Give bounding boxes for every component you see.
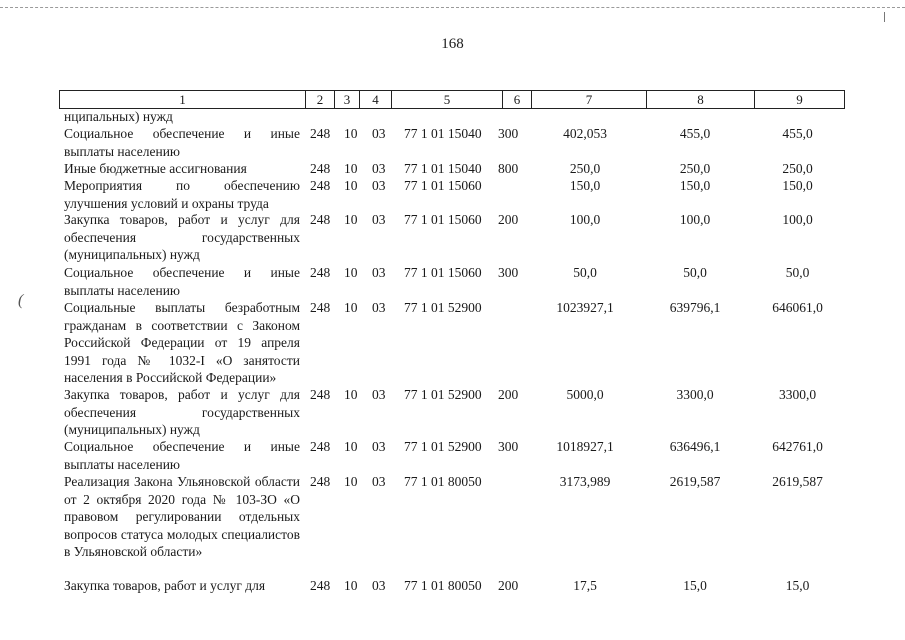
- row-c3: 10: [344, 265, 358, 280]
- row-c5: 77 1 01 80050: [404, 474, 482, 489]
- row-c5: 77 1 01 15060: [404, 265, 482, 280]
- row-c8: 100,0: [679, 212, 711, 227]
- row-c4: 03: [372, 578, 386, 593]
- row-c3: 10: [344, 474, 358, 489]
- row-c8: 250,0: [679, 161, 711, 176]
- row-name: Социальное обеспечение и иные выплаты населению: [64, 439, 300, 472]
- row-c9: 646061,0: [772, 300, 823, 315]
- header-col-4: 4: [360, 91, 392, 108]
- header-col-3: 3: [335, 91, 360, 108]
- row-c3: 10: [344, 387, 358, 402]
- row-c8: 636496,1: [669, 439, 721, 454]
- row-name: Мероприятия по обеспечению улучшения условий и охраны труда: [64, 178, 300, 211]
- row-c4: 03: [372, 212, 386, 227]
- row-c5: 77 1 01 15060: [404, 178, 482, 193]
- row-c9: 642761,0: [772, 439, 823, 454]
- row-name: Закупка товаров, работ и услуг для обеспечения государственных (муниципальных) нужд: [64, 387, 300, 438]
- row-c7: 5000,0: [566, 387, 604, 402]
- row-c7: 1018927,1: [556, 439, 614, 454]
- row-c9: 15,0: [785, 578, 810, 593]
- row-c5: 77 1 01 80050: [404, 578, 482, 593]
- row-name: Реализация Закона Ульяновской области от 2 октября 2020 года № 103-ЗО «О правовом регулировании отдельных вопросов статуса молодых специалистов в Ульяновской области»: [64, 474, 300, 560]
- row-c7: 1023927,1: [556, 300, 614, 315]
- margin-mark: (: [18, 292, 24, 309]
- row-c4: 03: [372, 178, 386, 193]
- row-c4: 03: [372, 300, 386, 315]
- row-c6: 300: [498, 439, 519, 454]
- row-c8: 150,0: [679, 178, 711, 193]
- row-c7: 150,0: [569, 178, 601, 193]
- row-name: Иные бюджетные ассигнования: [64, 161, 247, 176]
- row-c4: 03: [372, 439, 386, 454]
- row-c5: 77 1 01 52900: [404, 387, 482, 402]
- row-c2: 248: [310, 178, 331, 193]
- row-c5: 77 1 01 52900: [404, 439, 482, 454]
- row-name: Социальное обеспечение и иные выплаты населению: [64, 265, 300, 298]
- row-c3: 10: [344, 161, 358, 176]
- row-c2: 248: [310, 212, 331, 227]
- row-c7: 250,0: [569, 161, 601, 176]
- row-c2: 248: [310, 387, 331, 402]
- row-c3: 10: [344, 126, 358, 141]
- row-c3: 10: [344, 178, 358, 193]
- row-name: Закупка товаров, работ и услуг для обеспечения государственных (муниципальных) нужд: [64, 212, 300, 263]
- header-col-7: 7: [532, 91, 647, 108]
- table-header: [59, 90, 845, 109]
- header-col-9: 9: [796, 92, 803, 107]
- row-c9: 100,0: [782, 212, 813, 227]
- header-col-8: 8: [647, 91, 755, 108]
- row-c7: 402,053: [563, 126, 607, 141]
- row-c7: 3173,989: [559, 474, 611, 489]
- row-c4: 03: [372, 126, 386, 141]
- row-c6: 200: [498, 387, 519, 402]
- row-c4: 03: [372, 265, 386, 280]
- page-number: 168: [441, 36, 464, 52]
- row-c2: 248: [310, 474, 331, 489]
- row-c6: 200: [498, 578, 519, 593]
- row-name: Закупка товаров, работ и услуг для: [64, 578, 266, 593]
- header-col-5: 5: [392, 91, 503, 108]
- row-c3: 10: [344, 439, 358, 454]
- row-c9: 50,0: [785, 265, 810, 280]
- row-c9: 250,0: [782, 161, 813, 176]
- header-col-2: 2: [306, 91, 335, 108]
- row-name: нципальных) нужд: [64, 109, 173, 124]
- row-c2: 248: [310, 578, 331, 593]
- header-col-1: 1: [60, 91, 306, 108]
- row-c8: 3300,0: [676, 387, 714, 402]
- row-c9: 3300,0: [778, 387, 817, 402]
- row-c5: 77 1 01 15040: [404, 161, 482, 176]
- row-c3: 10: [344, 212, 358, 227]
- row-c9: 150,0: [782, 178, 813, 193]
- row-c4: 03: [372, 474, 386, 489]
- row-c2: 248: [310, 161, 331, 176]
- row-c6: 800: [498, 161, 519, 176]
- scan-corner-mark: [884, 12, 885, 22]
- row-c8: 50,0: [683, 265, 707, 280]
- row-c5: 77 1 01 52900: [404, 300, 482, 315]
- row-c2: 248: [310, 265, 331, 280]
- row-c3: 10: [344, 300, 358, 315]
- row-c6: 300: [498, 265, 519, 280]
- row-c8: 639796,1: [669, 300, 721, 315]
- row-c8: 455,0: [679, 126, 711, 141]
- row-c7: 50,0: [573, 265, 597, 280]
- row-c8: 15,0: [683, 578, 707, 593]
- row-c4: 03: [372, 387, 386, 402]
- row-c2: 248: [310, 439, 331, 454]
- row-name: Социальные выплаты безработным гражданам в соответствии с Законом Российской Федерации от 19 апреля 1991 года № 1032-I «О занятости населения в Российской Федерации»: [64, 300, 300, 386]
- row-c2: 248: [310, 300, 331, 315]
- header-col-6: 6: [503, 91, 532, 108]
- row-c9: 2619,587: [772, 474, 823, 489]
- row-name: Социальное обеспечение и иные выплаты населению: [64, 126, 300, 159]
- row-c5: 77 1 01 15040: [404, 126, 482, 141]
- row-c5: 77 1 01 15060: [404, 212, 482, 227]
- row-c7: 100,0: [569, 212, 601, 227]
- row-c6: 200: [498, 212, 519, 227]
- row-c7: 17,5: [573, 578, 597, 593]
- row-c9: 455,0: [782, 126, 813, 141]
- row-c8: 2619,587: [669, 474, 721, 489]
- row-c6: 300: [498, 126, 519, 141]
- scan-top-edge: [0, 7, 905, 8]
- row-c3: 10: [344, 578, 358, 593]
- row-c4: 03: [372, 161, 386, 176]
- row-c2: 248: [310, 126, 331, 141]
